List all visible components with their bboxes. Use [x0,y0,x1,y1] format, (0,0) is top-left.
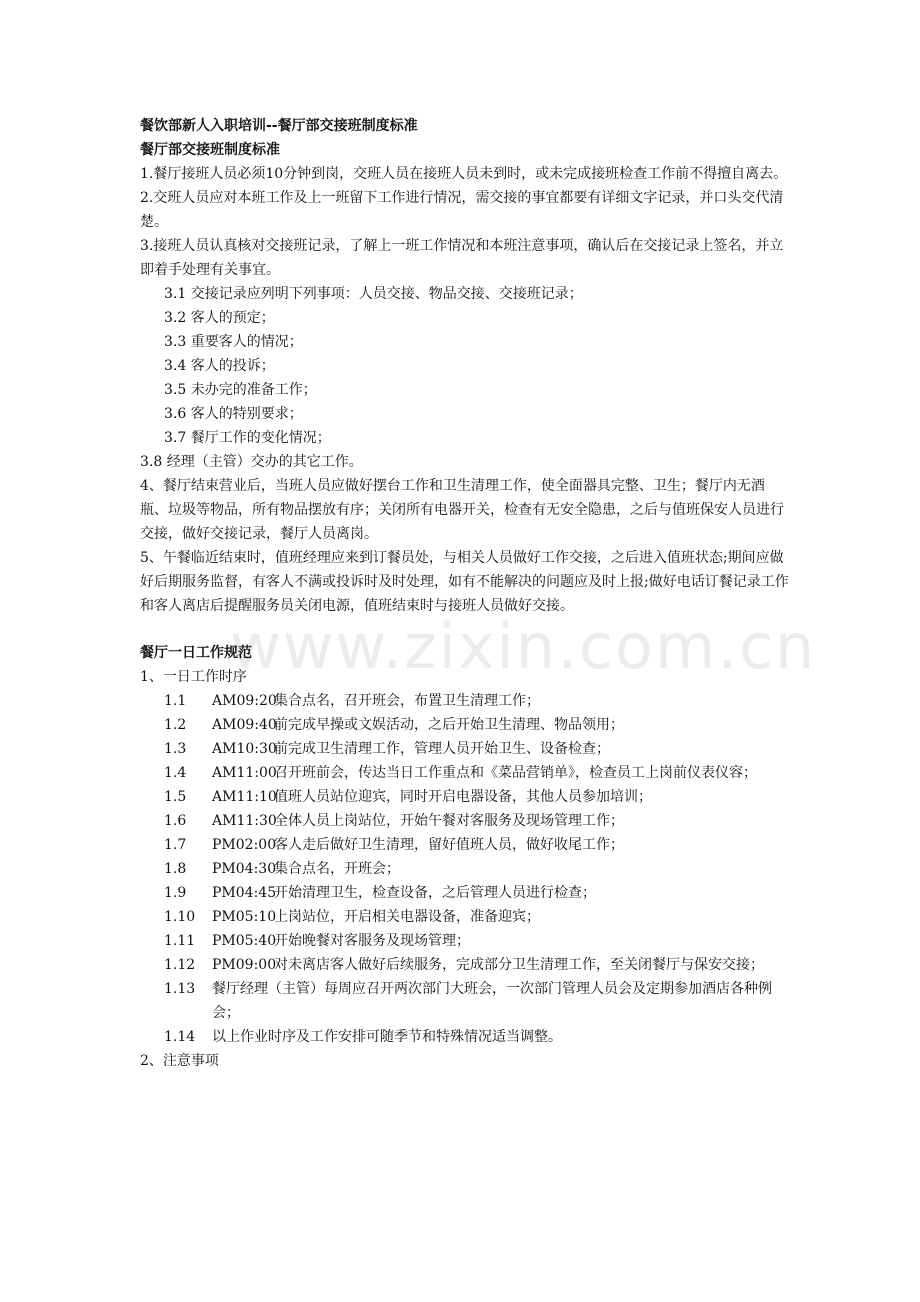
schedule-row [140,833,790,857]
schedule-row [140,881,790,905]
schedule-description: 值班人员站位迎宾，同时开启电器设备，其他人员参加培训； [274,789,652,805]
document-title: 餐饮部新人入职培训--餐厅部交接班制度标准 [140,118,418,134]
schedule-number: 1.13 [164,981,196,997]
schedule-number: 1.4 [164,765,187,781]
paragraph-5: 5、午餐临近结束时，值班经理应来到订餐员处，与相关人员做好工作交接，之后进入值班状态;期间应做好后期服务监督，有客人不满或投诉时及时处理，如有不能解决的问题应及时上报;做好电话订餐记录工作和客人离店后提醒服务员关闭电源，值班结束时与接班人员做好交接。 [140,550,789,614]
section-title-daily: 餐厅一日工作规范 [140,645,252,661]
schedule-time: PM04:45 [212,885,277,901]
schedule-time: PM02:00 [212,837,277,853]
list-item: 3.4 客人的投诉； [164,358,275,374]
schedule-number: 1.11 [164,933,196,949]
schedule-description: 对未离店客人做好后续服务，完成部分卫生清理工作，至关闭餐厅与保安交接； [274,957,764,973]
schedule-time: PM05:10 [212,909,277,925]
schedule-number: 1.12 [164,957,196,973]
schedule-row [140,809,790,833]
schedule-number: 1.6 [164,813,187,829]
schedule-time: AM10:30 [212,741,277,757]
schedule-description: 开始晚餐对客服务及现场管理； [274,933,470,949]
schedule-number: 1.9 [164,885,187,901]
schedule-description: 集合点名，开班会； [274,861,400,877]
schedule-number: 1.5 [164,789,187,805]
schedule-number: 1.2 [164,717,187,733]
schedule-row [140,929,790,953]
schedule-description: 前完成早操或文娱活动，之后开始卫生清理、物品领用； [274,717,624,733]
paragraph-3-8: 3.8 经理（主管）交办的其它工作。 [140,454,363,470]
schedule-list [140,689,790,977]
schedule-number: 1.7 [164,837,187,853]
schedule-row [140,905,790,929]
schedule-time: PM04:30 [212,861,277,877]
schedule-description: 集合点名，召开班会，布置卫生清理工作； [274,693,540,709]
schedule-description: 全体人员上岗站位，开始午餐对客服务及现场管理工作； [274,813,624,829]
schedule-time: AM11:00 [212,765,277,781]
schedule-row [140,737,790,761]
list-title-notes: 2、注意事项 [140,1053,219,1069]
schedule-time: PM09:00 [212,957,277,973]
schedule-time: AM11:30 [212,813,277,829]
schedule-row [140,713,790,737]
schedule-number: 1.3 [164,741,187,757]
schedule-row [140,689,790,713]
schedule-number: 1.14 [164,1029,196,1045]
list-item: 3.7 餐厅工作的变化情况； [164,430,331,446]
schedule-row [140,785,790,809]
schedule-row [140,953,790,977]
schedule-extra-list [140,977,790,1049]
schedule-description: 客人走后做好卫生清理，留好值班人员，做好收尾工作； [274,837,624,853]
schedule-row [140,1025,790,1049]
paragraph-1: 1.餐厅接班人员必须10分钟到岗，交班人员在接班人员未到时，或未完成接班检查工作前不得擅自离去。 [140,166,788,182]
schedule-number: 1.8 [164,861,187,877]
list-item: 3.6 客人的特别要求； [164,406,303,422]
section-title-handover: 餐厅部交接班制度标准 [140,142,280,158]
schedule-time: AM11:10 [212,789,277,805]
schedule-description: 餐厅经理（主管）每周应召开两次部门大班会，一次部门管理人员会及定期参加酒店各种例会； [212,981,772,1021]
list-item: 3.3 重要客人的情况； [164,334,303,350]
list-item: 3.1 交接记录应列明下列事项：人员交接、物品交接、交接班记录； [164,286,583,302]
schedule-description: 上岗站位，开启相关电器设备，准备迎宾； [274,909,540,925]
schedule-row [140,761,790,785]
paragraph-4: 4、餐厅结束营业后，当班人员应做好摆台工作和卫生清理工作，使全面器具完整、卫生；餐厅内无酒瓶、垃圾等物品，所有物品摆放有序；关闭所有电器开关，检查有无安全隐患，之后与值班保安人员进行交接，做好交接记录，餐厅人员离岗。 [140,478,784,542]
schedule-description: 以上作业时序及工作安排可随季节和特殊情况适当调整。 [212,1029,562,1045]
schedule-time: AM09:20 [212,693,277,709]
schedule-description: 召开班前会，传达当日工作重点和《菜品营销单》，检查员工上岗前仪表仪容； [274,765,757,781]
schedule-row [140,977,790,1025]
document-body [140,114,790,1073]
list-item: 3.2 客人的预定； [164,310,275,326]
schedule-time: AM09:40 [212,717,277,733]
schedule-time: PM05:40 [212,933,277,949]
handover-items-list [140,282,790,450]
paragraph-3: 3.接班人员认真核对交接班记录，了解上一班工作情况和本班注意事项，确认后在交接记录上签名，并立即着手处理有关事宜。 [140,238,784,278]
paragraph-2: 2.交班人员应对本班工作及上一班留下工作进行情况，需交接的事宜都要有详细文字记录，并口头交代清楚。 [140,190,784,230]
list-item: 3.5 未办完的准备工作； [164,382,317,398]
schedule-number: 1.10 [164,909,196,925]
schedule-row [140,857,790,881]
schedule-description: 前完成卫生清理工作，管理人员开始卫生、设备检查； [274,741,610,757]
spacer [140,618,790,641]
list-title-schedule: 1、一日工作时序 [140,669,247,685]
schedule-number: 1.1 [164,693,187,709]
watermark: www.zixin.com.cn [230,610,817,683]
schedule-description: 开始清理卫生，检查设备，之后管理人员进行检查； [274,885,596,901]
